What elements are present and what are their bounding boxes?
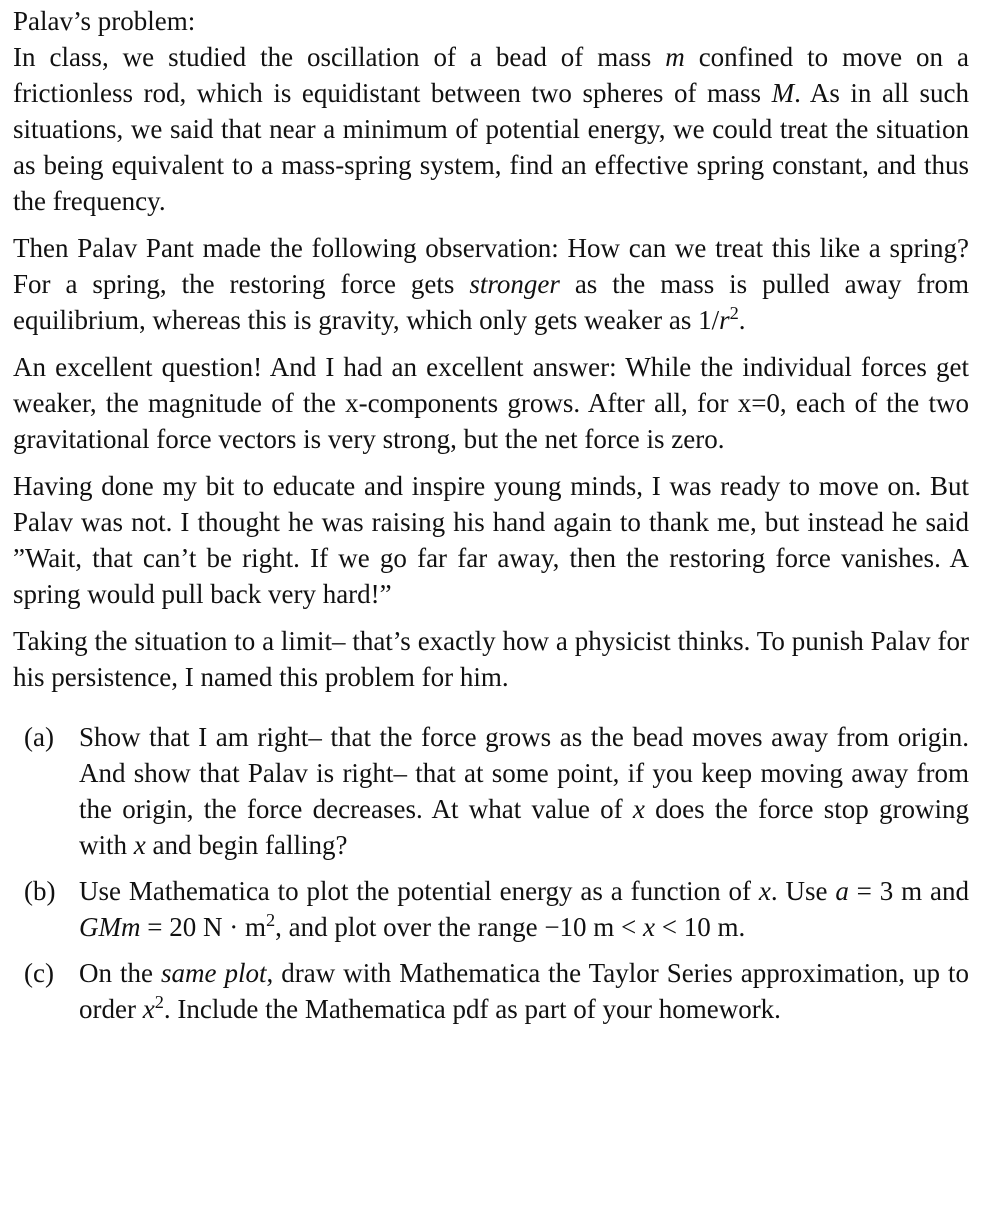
math-exponent: 2 [154,991,164,1012]
paragraph-intro: In class, we studied the oscillation of a bead of mass m confined to move on a frictionless rod, which is equidistant between two spheres of mass M. As in all such situations, we said that near a minimum of potential energy, we could treat the situation as being equivalent to a mass-spring system, find an effective spring constant, and thus the frequency. [13,42,969,216]
paragraph-conclusion: Taking the situation to a limit– that’s exactly how a physicist thinks. To punish Palav for his persistence, I named this problem for him. [13,626,969,692]
math-var-x: x [133,830,146,860]
paragraph-objection: Having done my bit to educate and inspire young minds, I was ready to move on. But Palav was not. I thought he was raising his hand again to thank me, but instead he said ”Wait, that can’t be right. If we go far far away, then the restoring force vanishes. A spring would pull back very hard!” [13,471,969,609]
emphasis-stronger: stronger [469,269,560,299]
math-var-m: m [665,42,685,72]
math-exponent: 2 [729,302,739,323]
math-exponent: 2 [265,909,276,930]
problem-part-c: (c) On the same plot, draw with Mathematica the Taylor Series approximation, up to order $x^2$. Include the Mathematica pdf as part of your homework. [13,955,969,1027]
math-var-x: x [632,794,645,824]
math-var-r: r [719,305,730,335]
math-var-gmm: GMm [79,912,141,942]
problem-part-b: (b) Use Mathematica to plot the potential energy as a function of x. Use a = 3 m and GMm = 20 $N \cdot m^2$, and plot over the range −10 m < x < 10 m. [13,873,969,945]
paragraph-observation: Then Palav Pant made the following observation: How can we treat this like a spring? For a spring, the restoring force gets stronger as the mass is pulled away from equilibrium, whereas this is gravity, which only gets weaker as $1/r^2$. [13,233,969,335]
document-page [13,3,969,1037]
problem-title: Palav’s problem: [13,6,196,36]
math-var-x: x [643,912,656,942]
emphasis-same-plot: same plot [161,958,267,988]
math-var-a: a [835,876,849,906]
math-var-x: x [758,876,771,906]
part-label: (b) [24,876,56,906]
problem-part-a: (a) Show that I am right– that the force grows as the bead moves away from origin. And show that Palav is right– that at some point, if you keep moving away from the origin, the force decreases. At what value of x does the force stop growing with x and begin falling? [13,719,969,863]
part-label: (c) [24,958,54,988]
paragraph-answer: An excellent question! And I had an excellent answer: While the individual forces get weaker, the magnitude of the x-components grows. After all, for x=0, each of the two gravitational force vectors is very strong, but the net force is zero. [13,352,969,454]
part-label: (a) [24,722,54,752]
math-var-x: x [142,994,155,1024]
problem-parts-list [13,719,969,1027]
math-var-M: M [771,78,795,108]
